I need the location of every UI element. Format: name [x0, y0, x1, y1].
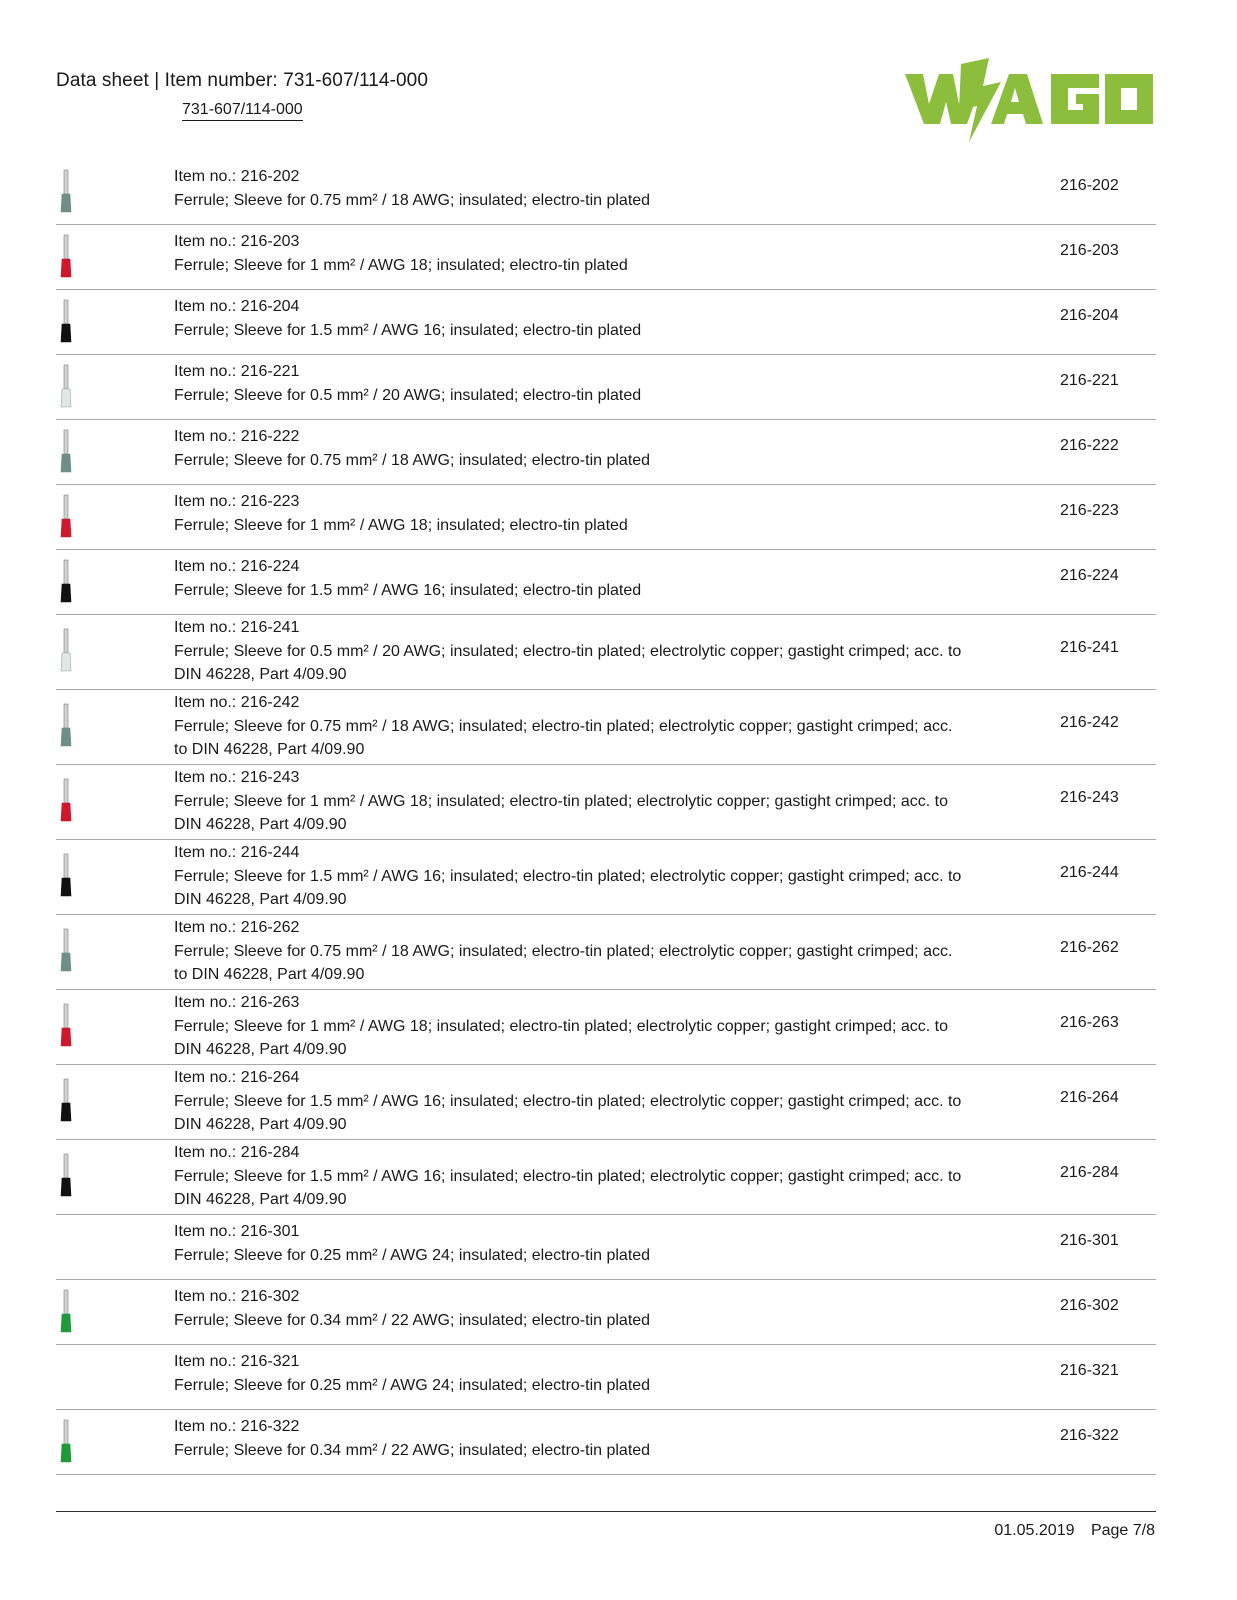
footer-date: 01.05.2019	[994, 1522, 1075, 1539]
item-number-label: Item no.: 216-263	[174, 994, 300, 1011]
row-description	[174, 165, 964, 212]
table-row	[56, 355, 1156, 420]
row-description	[174, 916, 964, 987]
item-number-label: Item no.: 216-302	[174, 1288, 300, 1305]
item-description: Ferrule; Sleeve for 1.5 mm² / AWG 16; insulated; electro-tin plated; electrolytic copper; gastight crimped; acc. to DIN 46228, Part 4/09.90	[174, 1092, 962, 1133]
ferrule-thumbnail	[56, 428, 78, 476]
table-row	[56, 840, 1156, 915]
ferrule-insulation-collar	[61, 194, 71, 212]
item-description: Ferrule; Sleeve for 0.75 mm² / 18 AWG; insulated; electro-tin plated; electrolytic copper; gastight crimped; acc. to DIN 46228, Part 4/09.90	[174, 942, 953, 983]
item-code: 216-222	[1060, 437, 1119, 454]
ferrule-thumbnail	[56, 852, 78, 900]
item-number-label: Item no.: 216-203	[174, 233, 300, 250]
item-number-label: Item no.: 216-224	[174, 558, 300, 575]
item-code: 216-202	[1060, 177, 1119, 194]
ferrule-metal-sleeve	[64, 629, 68, 653]
item-code: 216-203	[1060, 242, 1119, 259]
ferrule-thumbnail	[56, 702, 78, 750]
page-footer	[994, 1522, 1155, 1540]
item-description: Ferrule; Sleeve for 0.25 mm² / AWG 24; insulated; electro-tin plated	[174, 1376, 651, 1394]
ferrule-thumbnail	[56, 233, 78, 281]
ferrule-insulation-collar	[61, 803, 71, 821]
ferrule-insulation-collar	[61, 1314, 71, 1332]
item-description: Ferrule; Sleeve for 0.5 mm² / 20 AWG; insulated; electro-tin plated; electrolytic copper; gastight crimped; acc. to DIN 46228, Part 4/09.90	[174, 642, 962, 683]
item-description: Ferrule; Sleeve for 1.5 mm² / AWG 16; insulated; electro-tin plated; electrolytic copper; gastight crimped; acc. to DIN 46228, Part 4/09.90	[174, 1167, 962, 1208]
table-row	[56, 550, 1156, 615]
ferrule-thumbnail	[56, 1002, 78, 1050]
item-code: 216-243	[1060, 789, 1119, 806]
ferrule-thumbnail	[56, 1152, 78, 1200]
table-row	[56, 225, 1156, 290]
item-description: Ferrule; Sleeve for 0.34 mm² / 22 AWG; insulated; electro-tin plated	[174, 1441, 651, 1459]
ferrule-metal-sleeve	[64, 1420, 68, 1444]
ferrule-metal-sleeve	[64, 430, 68, 454]
item-code: 216-204	[1060, 307, 1119, 324]
row-description	[174, 991, 964, 1062]
table-row	[56, 1065, 1156, 1140]
ferrule-thumbnail	[56, 927, 78, 975]
ferrule-metal-sleeve	[64, 779, 68, 803]
ferrule-thumbnail	[56, 168, 78, 216]
ferrule-insulation-collar	[61, 728, 71, 746]
ferrule-insulation-collar	[61, 454, 71, 472]
ferrule-metal-sleeve	[64, 704, 68, 728]
item-description: Ferrule; Sleeve for 0.34 mm² / 22 AWG; insulated; electro-tin plated	[174, 1311, 651, 1329]
ferrule-thumbnail	[56, 298, 78, 346]
item-description: Ferrule; Sleeve for 0.75 mm² / 18 AWG; insulated; electro-tin plated	[174, 191, 651, 209]
item-number-label: Item no.: 216-244	[174, 844, 300, 861]
item-number-label: Item no.: 216-243	[174, 769, 300, 786]
item-number-label: Item no.: 216-241	[174, 619, 300, 636]
ferrule-insulation-collar	[61, 1444, 71, 1462]
item-number-label: Item no.: 216-322	[174, 1418, 300, 1435]
ferrule-metal-sleeve	[64, 235, 68, 259]
item-description: Ferrule; Sleeve for 1 mm² / AWG 18; insulated; electro-tin plated	[174, 256, 628, 274]
ferrule-insulation-collar	[61, 953, 71, 971]
ferrule-metal-sleeve	[64, 1079, 68, 1103]
item-number-label: Item no.: 216-242	[174, 694, 300, 711]
row-description	[174, 425, 964, 472]
document-header	[56, 70, 429, 118]
item-number-label: Item no.: 216-284	[174, 1144, 300, 1161]
item-description: Ferrule; Sleeve for 1.5 mm² / AWG 16; insulated; electro-tin plated	[174, 321, 642, 339]
ferrule-metal-sleeve	[64, 1154, 68, 1178]
item-number-label: Item no.: 216-222	[174, 428, 300, 445]
row-description	[174, 1350, 964, 1397]
ferrule-metal-sleeve	[64, 365, 68, 389]
page-title: Data sheet | Item number: 731-607/114-000	[56, 70, 429, 91]
item-number-label: Item no.: 216-202	[174, 168, 300, 185]
ferrule-insulation-collar	[61, 878, 71, 896]
table-row	[56, 290, 1156, 355]
ferrule-metal-sleeve	[64, 300, 68, 324]
wago-logo-letters	[905, 58, 1153, 142]
ferrule-thumbnail	[56, 1077, 78, 1125]
table-row	[56, 690, 1156, 765]
item-description: Ferrule; Sleeve for 1 mm² / AWG 18; insulated; electro-tin plated; electrolytic copper; gastight crimped; acc. to DIN 46228, Part 4/09.90	[174, 1017, 948, 1058]
accessory-table	[56, 160, 1156, 1475]
item-number-label: Item no.: 216-301	[174, 1223, 300, 1240]
ferrule-metal-sleeve	[64, 1004, 68, 1028]
ferrule-metal-sleeve	[64, 560, 68, 584]
ferrule-thumbnail	[56, 493, 78, 541]
ferrule-insulation-collar	[61, 324, 71, 342]
footer-page-number: Page 7/8	[1090, 1522, 1155, 1539]
item-number-label: Item no.: 216-262	[174, 919, 300, 936]
ferrule-thumbnail	[56, 1418, 78, 1466]
ferrule-metal-sleeve	[64, 854, 68, 878]
ferrule-metal-sleeve	[64, 495, 68, 519]
ferrule-insulation-collar	[61, 1103, 71, 1121]
table-row	[56, 1280, 1156, 1345]
row-description	[174, 295, 964, 342]
item-description: Ferrule; Sleeve for 0.75 mm² / 18 AWG; insulated; electro-tin plated; electrolytic copper; gastight crimped; acc. to DIN 46228, Part 4/09.90	[174, 717, 953, 758]
table-row	[56, 615, 1156, 690]
table-row	[56, 1345, 1156, 1410]
item-number-link[interactable]: 731-607/114-000	[182, 101, 303, 121]
row-description	[174, 616, 964, 687]
item-code: 216-284	[1060, 1164, 1119, 1181]
footer-divider	[56, 1511, 1156, 1512]
item-description: Ferrule; Sleeve for 0.75 mm² / 18 AWG; insulated; electro-tin plated	[174, 451, 651, 469]
table-row	[56, 485, 1156, 550]
ferrule-insulation-collar	[61, 519, 71, 537]
row-description	[174, 1285, 964, 1332]
item-code: 216-242	[1060, 714, 1119, 731]
item-code: 216-224	[1060, 567, 1119, 584]
table-row	[56, 1215, 1156, 1280]
ferrule-thumbnail	[56, 558, 78, 606]
item-description: Ferrule; Sleeve for 1 mm² / AWG 18; insulated; electro-tin plated; electrolytic copper; gastight crimped; acc. to DIN 46228, Part 4/09.90	[174, 792, 948, 833]
item-code: 216-263	[1060, 1014, 1119, 1031]
table-row	[56, 915, 1156, 990]
row-description	[174, 1066, 964, 1137]
item-number-label: Item no.: 216-204	[174, 298, 300, 315]
row-description	[174, 1141, 964, 1212]
item-code: 216-223	[1060, 502, 1119, 519]
ferrule-insulation-collar	[61, 259, 71, 277]
row-description	[174, 360, 964, 407]
ferrule-insulation-collar	[61, 653, 71, 671]
item-code: 216-302	[1060, 1297, 1119, 1314]
ferrule-insulation-collar	[61, 1178, 71, 1196]
item-code: 216-262	[1060, 939, 1119, 956]
table-row	[56, 765, 1156, 840]
ferrule-insulation-collar	[61, 584, 71, 602]
row-description	[174, 490, 964, 537]
item-code: 216-322	[1060, 1427, 1119, 1444]
table-row	[56, 160, 1156, 225]
ferrule-metal-sleeve	[64, 929, 68, 953]
row-description	[174, 691, 964, 762]
item-code: 216-264	[1060, 1089, 1119, 1106]
ferrule-metal-sleeve	[64, 170, 68, 194]
item-code: 216-221	[1060, 372, 1119, 389]
item-number-label: Item no.: 216-221	[174, 363, 300, 380]
item-description: Ferrule; Sleeve for 1.5 mm² / AWG 16; insulated; electro-tin plated	[174, 581, 642, 599]
item-number-label: Item no.: 216-321	[174, 1353, 300, 1370]
wago-logo	[905, 58, 1155, 142]
ferrule-metal-sleeve	[64, 1290, 68, 1314]
item-description: Ferrule; Sleeve for 0.25 mm² / AWG 24; insulated; electro-tin plated	[174, 1246, 651, 1264]
table-row	[56, 1410, 1156, 1475]
ferrule-thumbnail	[56, 363, 78, 411]
table-row	[56, 420, 1156, 485]
ferrule-insulation-collar	[61, 1028, 71, 1046]
item-code: 216-301	[1060, 1232, 1119, 1249]
row-description	[174, 1415, 964, 1462]
row-description	[174, 841, 964, 912]
item-description: Ferrule; Sleeve for 1 mm² / AWG 18; insulated; electro-tin plated	[174, 516, 628, 534]
item-description: Ferrule; Sleeve for 0.5 mm² / 20 AWG; insulated; electro-tin plated	[174, 386, 642, 404]
item-number-label: Item no.: 216-264	[174, 1069, 300, 1086]
row-description	[174, 766, 964, 837]
item-code: 216-241	[1060, 639, 1119, 656]
ferrule-thumbnail	[56, 777, 78, 825]
ferrule-insulation-collar	[61, 389, 71, 407]
item-code: 216-321	[1060, 1362, 1119, 1379]
ferrule-thumbnail	[56, 627, 78, 675]
row-description	[174, 1220, 964, 1267]
item-number-label: Item no.: 216-223	[174, 493, 300, 510]
table-row	[56, 990, 1156, 1065]
ferrule-thumbnail	[56, 1288, 78, 1336]
item-code: 216-244	[1060, 864, 1119, 881]
row-description	[174, 555, 964, 602]
row-description	[174, 230, 964, 277]
table-row	[56, 1140, 1156, 1215]
item-description: Ferrule; Sleeve for 1.5 mm² / AWG 16; insulated; electro-tin plated; electrolytic copper; gastight crimped; acc. to DIN 46228, Part 4/09.90	[174, 867, 962, 908]
